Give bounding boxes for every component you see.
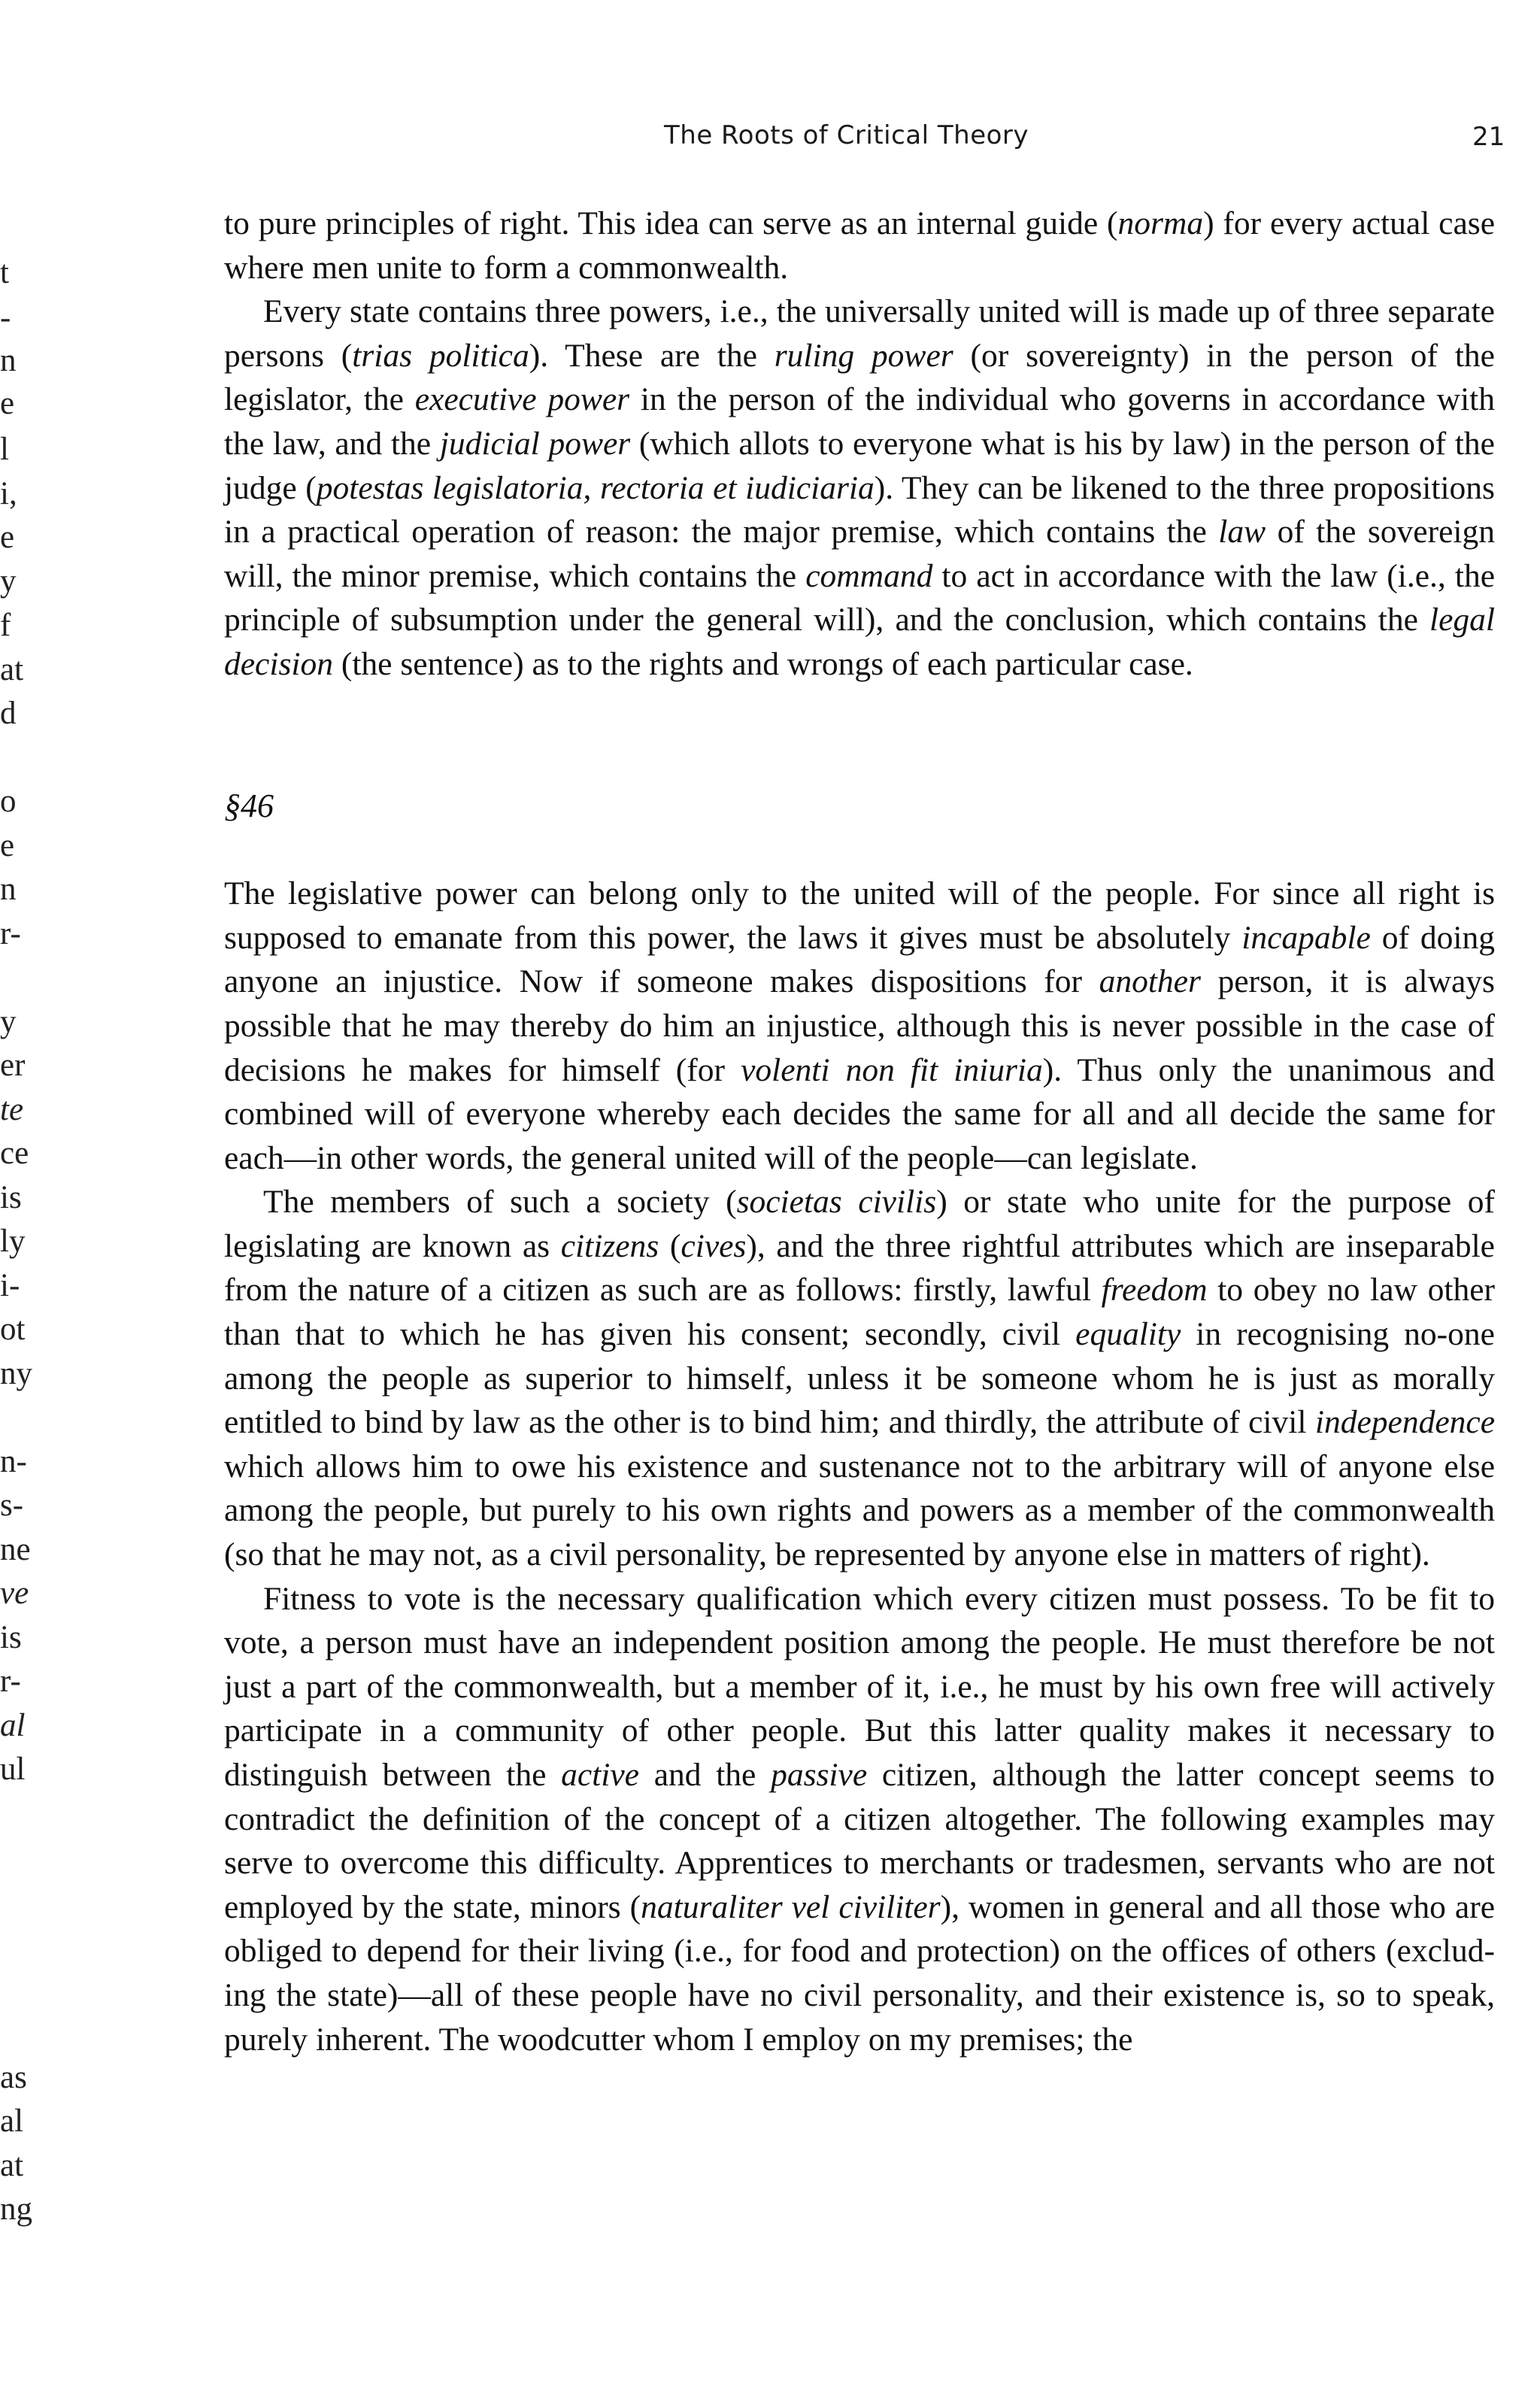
gutter-fragment: e	[0, 828, 15, 863]
gutter-fragment: y	[0, 563, 17, 599]
gutter-fragment: er	[0, 1048, 26, 1083]
gutter-fragment: -	[0, 300, 11, 335]
section-heading: §46	[224, 787, 274, 824]
gutter-fragment: d	[0, 696, 17, 731]
gutter-fragment: i-	[0, 1268, 20, 1303]
gutter-fragment: ne	[0, 1532, 31, 1567]
gutter-fragment: ul	[0, 1752, 26, 1787]
gutter-fragment: l	[0, 432, 9, 467]
gutter-fragment: ly	[0, 1224, 26, 1259]
gutter-fragment: ng	[0, 2191, 32, 2227]
gutter-fragment: al	[0, 2103, 24, 2139]
gutter-fragment: ny	[0, 1356, 32, 1391]
gutter-fragment: is	[0, 1180, 22, 1215]
gutter-fragment: o	[0, 784, 17, 819]
body-text	[224, 202, 1495, 2061]
facing-page-gutter	[0, 0, 60, 2390]
gutter-fragment: n-	[0, 1444, 27, 1479]
gutter-fragment: f	[0, 608, 11, 643]
running-head: The Roots of Critical Theory	[664, 120, 1029, 150]
gutter-fragment: at	[0, 2148, 24, 2183]
page-header	[0, 120, 1540, 165]
page-number: 21	[1472, 122, 1505, 152]
paragraph: Fitness to vote is the necessary qualification which every citizen must possess. To be fit to vote, a person must have an independent position among the people. He must therefore be not just a part of the commonwealth, but a member of it, i.e., he must by his own free will actively participate in a community of other people. But this latter quality makes it necessary to distinguish between the active and the passive citizen, although the latter concept seems to contradict the definition of the concept of a citizen altogether. The following examples may serve to overcome this difficulty. Apprentices to merchants or tradesmen, servants who are not employed by the state, minors (naturaliter vel civiliter), women in general and all those who are obliged to depend for their living (i.e., for food and protection) on the offices of others (excluding the state)—all of these people have no civil personality, and their existence is, so to speak, purely inherent. The woodcutter whom I employ on my premises; the	[224, 1580, 1496, 2058]
gutter-fragment: as	[0, 2060, 27, 2095]
gutter-fragment: ce	[0, 1136, 29, 1171]
gutter-fragment: ot	[0, 1312, 26, 1347]
paragraph: The legislative power can belong only to the united will of the people. For since all right is supposed to emanate from this power, the laws it gives must be absolutely incapable of doing anyone an injustice. Now if someone makes dispositions for another person, it is always possible that he may thereby do him an injustice, although this is never possible in the case of decisions he makes for himself (for volenti non fit iniuria). Thus only the unanimous and combined will of everyone whereby each decides the same for all and all decide the same for each—in other words, the general united will of the people—can legislate.	[224, 875, 1496, 1176]
gutter-fragment: te	[0, 1092, 24, 1127]
gutter-fragment: r-	[0, 1664, 21, 1699]
gutter-fragment: i,	[0, 476, 17, 511]
gutter-fragment: at	[0, 652, 24, 687]
paragraph: to pure principles of right. This idea can serve as an internal guide (norma) for every actual case where men unite to form a commonwealth.	[224, 205, 1495, 286]
paragraph: Every state contains three powers, i.e., the universally united will is made up of three separate persons (trias politica). These are the ruling power (or sovereignty) in the person of the legislator, the executive power in the person of the individual who governs in accordance with the law, and the judicial power (which allots to everyone what is his by law) in the person of the judge (potestas legislatoria, rectoria et iudiciaria). They can be likened to the three propositions in a practical operation of reason: the major premise, which contains the law of the sovereign will, the minor premise, which contains the command to act in accordance with the law (i.e., the principle of subsumption under the general will), and the conclusion, which contains the legal decision (the sentence) as to the rights and wrongs of each particular case.	[224, 293, 1496, 682]
gutter-fragment: y	[0, 1004, 17, 1039]
paragraph: The members of such a society (societas civilis) or state who unite for the purpose of legislating are known as citizens (cives), and the three rightful attributes which are inseparable from the nature of a citizen as such are as follows: firstly, lawful freedom to obey no law other than that to which he has given his consent; secondly, civil equality in recognising no-one among the people as superior to himself, unless it be someone whom he is just as morally entitled to bind by law as the other is to bind him; and thirdly, the attribute of civil independence which allows him to owe his existence and sustenance not to the arbitrary will of anyone else among the people, but purely to his own rights and powers as a member of the commonwealth (so that he may not, as a civil personality, be represented by anyone else in matters of right).	[224, 1184, 1496, 1573]
gutter-fragment: n	[0, 872, 17, 907]
gutter-fragment: e	[0, 520, 15, 555]
gutter-fragment: ve	[0, 1576, 29, 1611]
gutter-fragment: n	[0, 343, 17, 378]
gutter-fragment: is	[0, 1620, 22, 1655]
gutter-fragment: al	[0, 1708, 26, 1743]
gutter-fragment: e	[0, 386, 15, 421]
gutter-fragment: r-	[0, 916, 21, 951]
gutter-fragment: t	[0, 255, 9, 290]
gutter-fragment: s-	[0, 1488, 24, 1523]
